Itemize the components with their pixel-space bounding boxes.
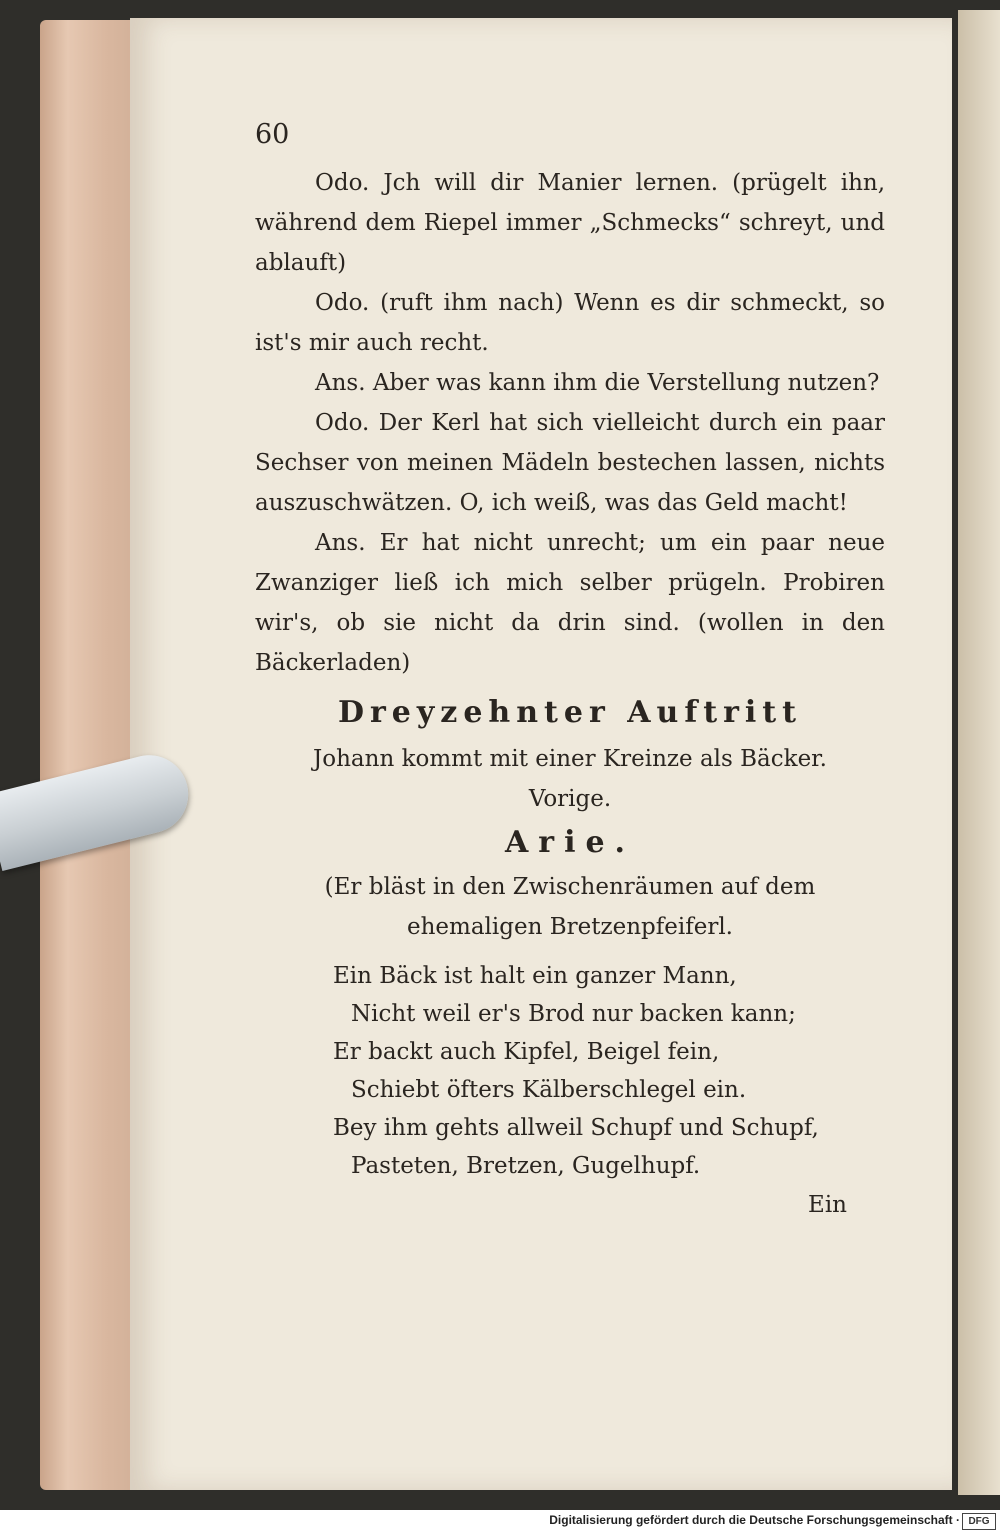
stage-direction: (Er bläst in den Zwischenräumen auf dem ehemaligen Bretzenpfeiferl. — [324, 874, 816, 940]
paragraph: Odo. Der Kerl hat sich vielleicht durch ein paar Sechser von meinen Mädeln bestechen lassen, nichts auszuschwätzen. O, ich weiß, was das Geld macht! — [255, 410, 885, 516]
verse-block — [255, 957, 885, 1185]
paragraph: Ans. Aber was kann ihm die Verstellung nutzen? — [315, 370, 880, 396]
scene-cast-line: Johann kommt mit einer Kreinze als Bäcker. — [313, 746, 827, 772]
paragraph: Odo. Jch will dir Manier lernen. (prügelt ihn, während dem Riepel immer „Schmecks“ schreyt, und ablauft) — [255, 170, 885, 276]
verse-line: Nicht weil er's Brod nur backen kann; — [351, 1001, 796, 1027]
paragraph: Odo. (ruft ihm nach) Wenn es dir schmeckt, so ist's mir auch recht. — [255, 290, 885, 356]
scene-heading: Dreyzehnter Auftritt — [337, 695, 803, 730]
aria-title: Arie. — [504, 825, 635, 860]
verse-line: Er backt auch Kipfel, Beigel fein, — [333, 1039, 720, 1065]
verse-line: Bey ihm gehts allweil Schupf und Schupf, — [333, 1115, 819, 1141]
footer-bar — [0, 1510, 1000, 1532]
scene-cast-line: Vorige. — [528, 786, 612, 812]
paragraph: Ans. Er hat nicht unrecht; um ein paar neue Zwanziger ließ ich mich selber prügeln. Probiren wir's, ob sie nicht da drin sind. (wollen in den Bäckerladen) — [255, 530, 885, 676]
page-text — [255, 115, 885, 1225]
opposite-page-edge — [958, 10, 1000, 1495]
verse-line: Schiebt öfters Kälberschlegel ein. — [351, 1077, 747, 1103]
footer-credit: Digitalisierung gefördert durch die Deutsche Forschungsgemeinschaft · — [549, 1513, 960, 1527]
verse-line: Ein Bäck ist halt ein ganzer Mann, — [333, 963, 737, 989]
verse-line: Pasteten, Bretzen, Gugelhupf. — [351, 1153, 701, 1179]
dfg-logo: DFG — [962, 1513, 996, 1530]
page-number: 60 — [255, 119, 290, 150]
catchword: Ein — [808, 1192, 847, 1218]
